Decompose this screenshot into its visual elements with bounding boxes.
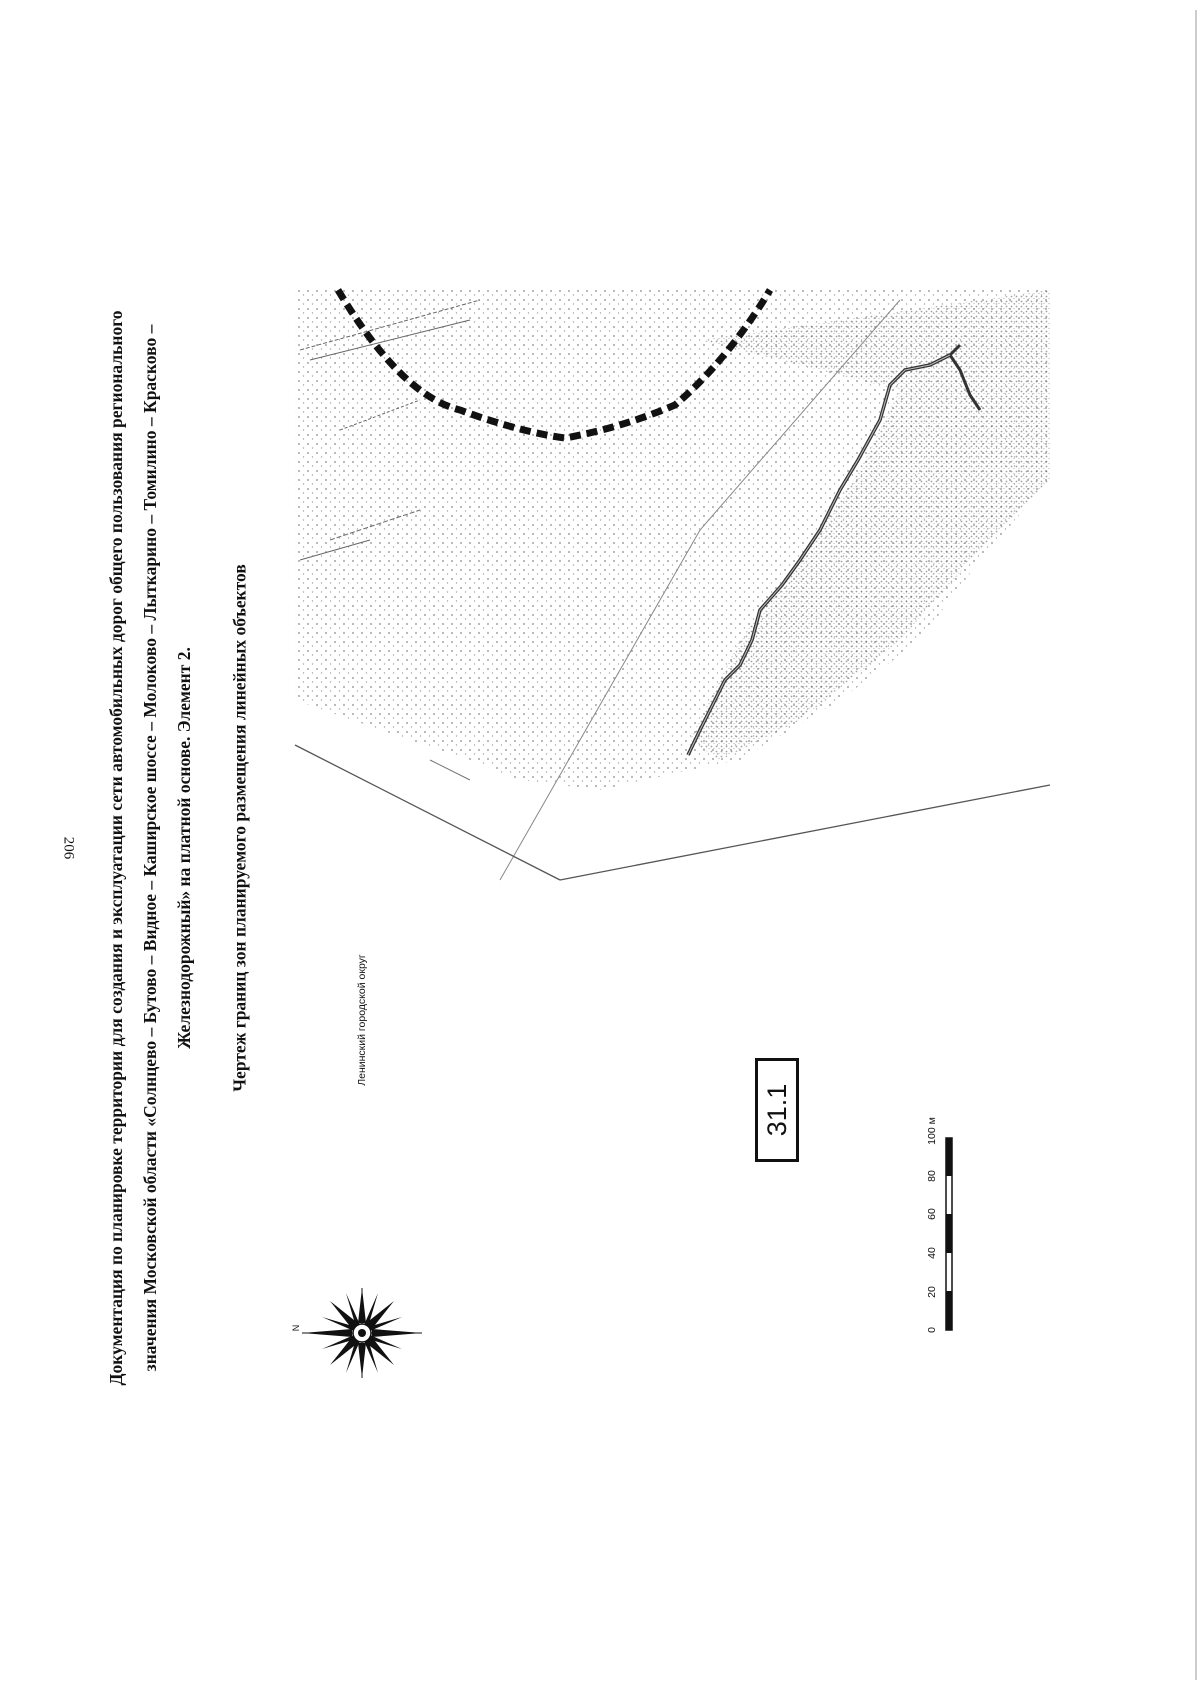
scale-bar: [946, 1138, 952, 1330]
scale-label-60: 60: [926, 1208, 938, 1220]
page-number: 206: [60, 836, 77, 860]
sheet-number: 31.1: [755, 1058, 799, 1162]
scale-label-80: 80: [926, 1170, 938, 1182]
title-line-1: Документация по планировке территории для создания и эксплуатации сети автомобильных дорог общего пользования регионального: [106, 310, 126, 1386]
title-line-3: Железнодорожный» на платной основе. Элемент 2.: [174, 647, 194, 1049]
north-label: N: [291, 1324, 301, 1332]
scale-label-100: 100 м: [926, 1117, 938, 1145]
scale-label-40: 40: [926, 1247, 938, 1259]
scale-label-0: 0: [926, 1327, 938, 1333]
map-frame-lines: [295, 10, 1196, 1680]
scale-label-20: 20: [926, 1286, 938, 1298]
compass-rose-icon: [302, 1288, 422, 1378]
district-label: Ленинский городской округ: [356, 954, 368, 1086]
map-texture-area: [295, 290, 1050, 790]
drawing-subtitle: Чертеж границ зон планируемого размещения линейных объектов: [229, 564, 250, 1092]
title-line-2: значения Московской области «Солнцево – Бутово – Видное – Каширское шоссе – Молоково – Лыткарино – Томилино – Красково –: [140, 324, 160, 1372]
